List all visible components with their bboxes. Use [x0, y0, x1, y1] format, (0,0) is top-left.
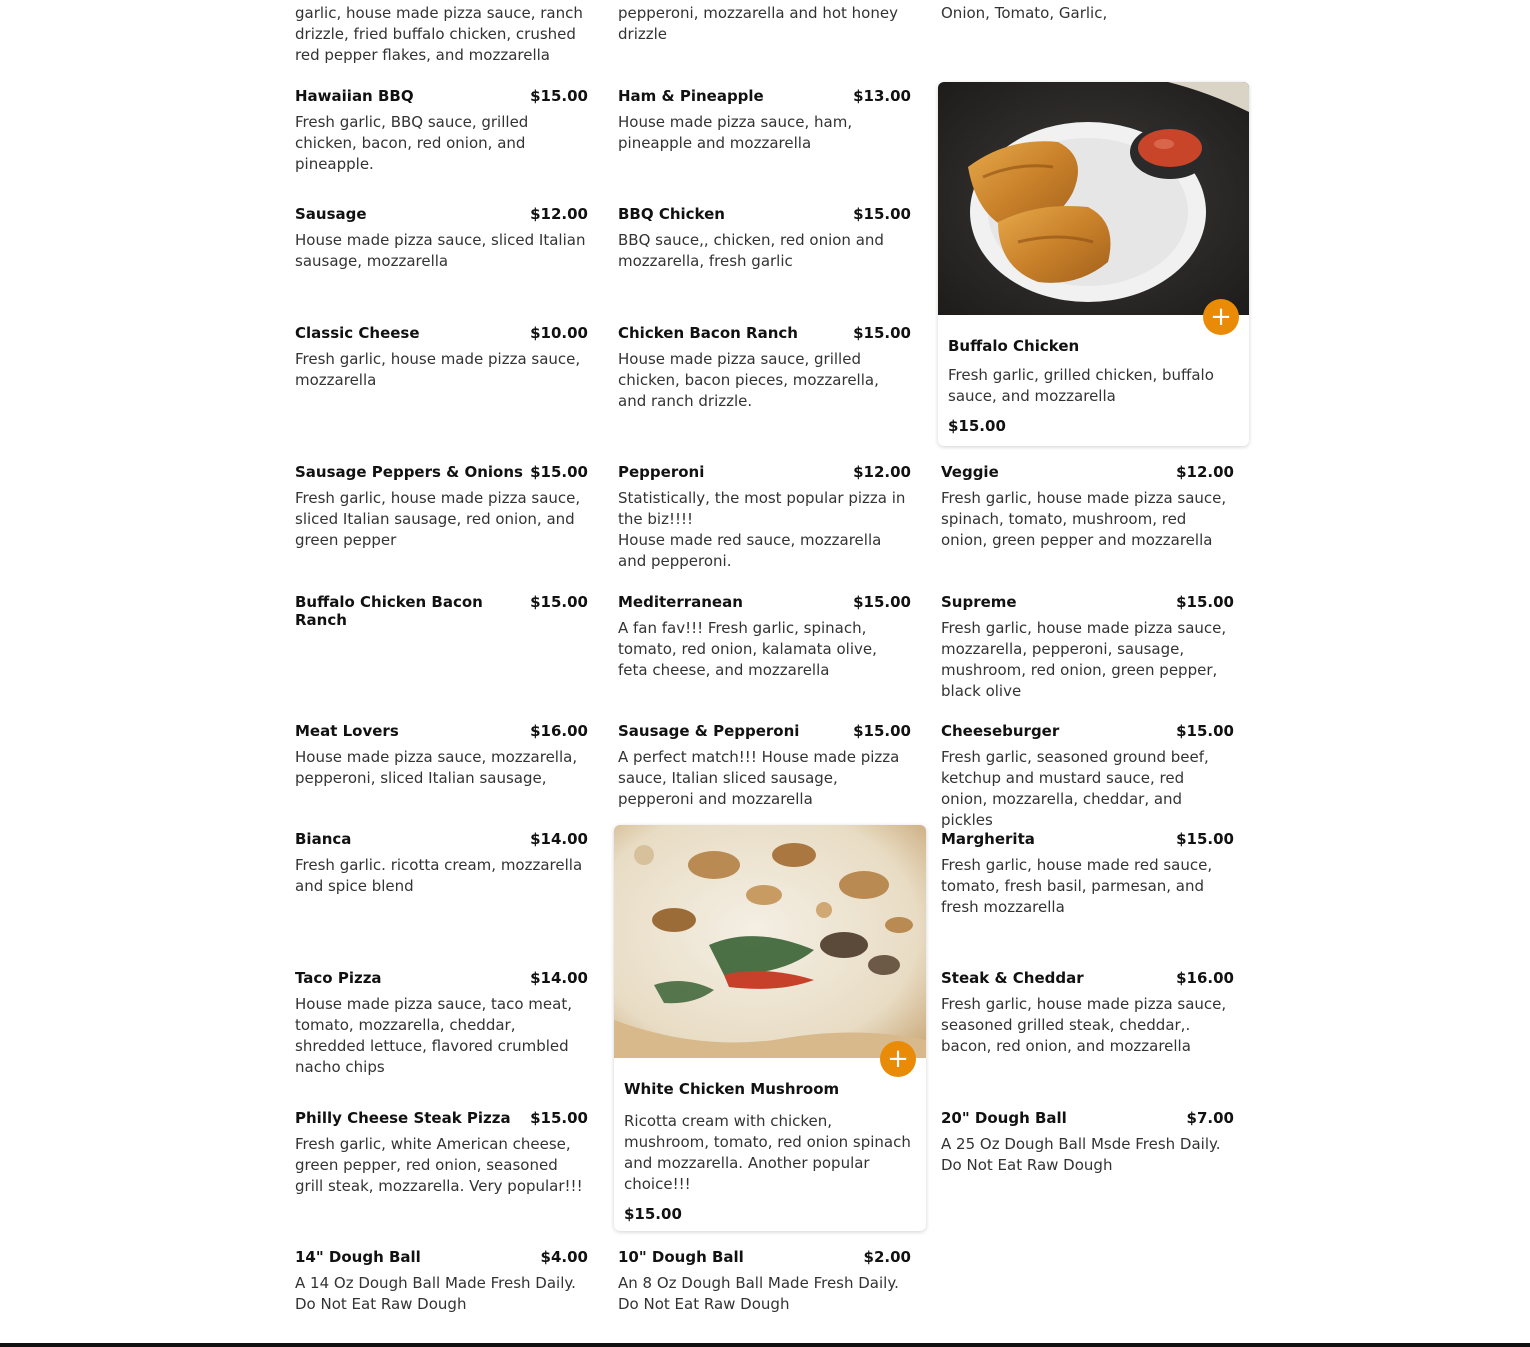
item-name: Sausage & Pepperoni [618, 722, 800, 740]
item-name: Mediterranean [618, 593, 743, 611]
item-name: Sausage Peppers & Onions [295, 463, 523, 481]
item-description: Fresh garlic, house made pizza sauce, sliced Italian sausage, red onion, and green pepper [295, 489, 581, 549]
item-description: House made pizza sauce, sliced Italian sausage, mozzarella [295, 231, 586, 270]
item-price: $15.00 [853, 722, 911, 740]
item-description: Fresh garlic, house made pizza sauce, mozzarella, pepperoni, sausage, mushroom, red onion, green pepper, black olive [941, 619, 1227, 700]
item-description: BBQ sauce,, chicken, red onion and mozzarella, fresh garlic [618, 231, 884, 270]
item-description: An 8 Oz Dough Ball Made Fresh Daily. Do Not Eat Raw Dough [618, 1274, 899, 1313]
item-price: $15.00 [1176, 722, 1234, 740]
item-description: A perfect match!!! House made pizza sauce, Italian sliced sausage, pepperoni and mozzarella [618, 748, 900, 808]
item-description: Ricotta cream with chicken, mushroom, tomato, red onion spinach and mozzarella. Another popular choice!!! [624, 1112, 911, 1193]
menu-item-sausage[interactable] [295, 205, 588, 272]
menu-item-meat-lovers[interactable] [295, 722, 588, 789]
menu-item-sausage-pepperoni[interactable] [618, 722, 911, 810]
item-name: Meat Lovers [295, 722, 399, 740]
menu-item-cheeseburger[interactable] [941, 722, 1234, 831]
item-description: Fresh garlic, house made red sauce, tomato, fresh basil, parmesan, and fresh mozzarella [941, 856, 1213, 916]
item-price: $12.00 [1176, 463, 1234, 481]
item-description: Fresh garlic, seasoned ground beef, ketchup and mustard sauce, red onion, mozzarella, cheddar, and pickles [941, 748, 1209, 829]
footer-divider [0, 1343, 1530, 1347]
menu-item-dough-ball-10[interactable] [618, 1248, 911, 1315]
item-price: $16.00 [530, 722, 588, 740]
menu-item-philly-cheese-steak[interactable] [295, 1109, 588, 1197]
menu-item-margherita[interactable] [941, 830, 1234, 918]
item-description: House made pizza sauce, grilled chicken, bacon pieces, mozzarella, and ranch drizzle. [618, 350, 879, 410]
item-description: A 14 Oz Dough Ball Made Fresh Daily. Do Not Eat Raw Dough [295, 1274, 576, 1313]
item-price: $15.00 [853, 205, 911, 223]
item-name: Hawaiian BBQ [295, 87, 414, 105]
menu-item-dough-ball-14[interactable] [295, 1248, 588, 1315]
featured-card-white-chicken-mushroom[interactable] [614, 825, 926, 1231]
item-name: Buffalo Chicken Bacon Ranch [295, 593, 483, 629]
item-price: $15.00 [530, 1109, 588, 1127]
item-name: BBQ Chicken [618, 205, 725, 223]
menu-item-veggie[interactable] [941, 463, 1234, 551]
menu-item-supreme[interactable] [941, 593, 1234, 702]
item-name: Buffalo Chicken [948, 337, 1080, 355]
item-price: $15.00 [948, 417, 1006, 435]
menu-item-classic-cheese[interactable] [295, 324, 588, 391]
item-price: $10.00 [530, 324, 588, 342]
menu-item-chicken-bacon-ranch[interactable] [618, 324, 911, 412]
item-price: $15.00 [853, 593, 911, 611]
pizza-photo [614, 825, 926, 1058]
menu-item-pepperoni[interactable] [618, 463, 911, 572]
item-price: $2.00 [863, 1248, 911, 1266]
item-price: $12.00 [530, 205, 588, 223]
calzone-image [938, 82, 1249, 315]
add-to-cart-button[interactable]: + [880, 1041, 916, 1077]
item-name: Ham & Pineapple [618, 87, 764, 105]
item-description: Onion, Tomato, Garlic, [941, 4, 1108, 22]
item-name: Steak & Cheddar [941, 969, 1084, 987]
add-to-cart-button[interactable]: + [1203, 299, 1239, 335]
item-price: $12.00 [853, 463, 911, 481]
item-price: $16.00 [1176, 969, 1234, 987]
item-description: pepperoni, mozzarella and hot honey drizzle [618, 4, 898, 43]
calzone-photo [938, 82, 1249, 315]
item-description: Fresh garlic, house made pizza sauce, seasoned grilled steak, cheddar,. bacon, red onion, and mozzarella [941, 995, 1227, 1055]
item-name: Sausage [295, 205, 367, 223]
item-name: Chicken Bacon Ranch [618, 324, 798, 342]
item-name: White Chicken Mushroom [624, 1080, 840, 1098]
featured-card-buffalo-chicken[interactable] [938, 82, 1249, 446]
item-description: Fresh garlic, house made pizza sauce, spinach, tomato, mushroom, red onion, green pepper and mozzarella [941, 489, 1227, 549]
item-name: Pepperoni [618, 463, 705, 481]
item-description: A 25 Oz Dough Ball Msde Fresh Daily. Do Not Eat Raw Dough [941, 1135, 1221, 1174]
item-name: Classic Cheese [295, 324, 420, 342]
item-name: 20" Dough Ball [941, 1109, 1067, 1127]
item-price: $7.00 [1186, 1109, 1234, 1127]
item-name: Supreme [941, 593, 1017, 611]
item-description: Fresh garlic, BBQ sauce, grilled chicken, bacon, red onion, and pineapple. [295, 113, 529, 173]
menu-item-partial-2[interactable] [618, 3, 911, 45]
item-name: Veggie [941, 463, 999, 481]
item-price: $14.00 [530, 830, 588, 848]
item-price: $15.00 [530, 87, 588, 105]
item-description: Statistically, the most popular pizza in the biz!!!! House made red sauce, mozzarella and pepperoni. [618, 489, 906, 570]
item-price: $15.00 [624, 1205, 682, 1223]
item-price: $15.00 [1176, 830, 1234, 848]
item-description: House made pizza sauce, ham, pineapple and mozzarella [618, 113, 853, 152]
menu-item-mediterranean[interactable] [618, 593, 911, 681]
pizza-image [614, 825, 926, 1058]
menu-item-bbq-chicken[interactable] [618, 205, 911, 272]
item-name: Margherita [941, 830, 1035, 848]
item-description: Fresh garlic, white American cheese, green pepper, red onion, seasoned grill steak, mozzarella. Very popular!!! [295, 1135, 583, 1195]
item-description: House made pizza sauce, taco meat, tomato, mozzarella, cheddar, shredded lettuce, flavored crumbled nacho chips [295, 995, 572, 1076]
menu-item-partial-1[interactable] [295, 3, 588, 66]
item-description: A fan fav!!! Fresh garlic, spinach, tomato, red onion, kalamata olive, feta cheese, and mozzarella [618, 619, 877, 679]
item-price: $4.00 [540, 1248, 588, 1266]
item-description: Fresh garlic, house made pizza sauce, mozzarella [295, 350, 581, 389]
item-name: 10" Dough Ball [618, 1248, 744, 1266]
item-price: $15.00 [853, 324, 911, 342]
item-description: House made pizza sauce, mozzarella, pepperoni, sliced Italian sausage, [295, 748, 578, 787]
item-name: 14" Dough Ball [295, 1248, 421, 1266]
item-description: Fresh garlic, grilled chicken, buffalo sauce, and mozzarella [948, 366, 1214, 405]
menu-item-buffalo-chicken-bacon-ranch[interactable] [295, 593, 588, 629]
menu-item-sausage-peppers-onions[interactable] [295, 463, 588, 551]
menu-item-steak-cheddar[interactable] [941, 969, 1234, 1057]
menu-item-taco-pizza[interactable] [295, 969, 588, 1078]
item-price: $14.00 [530, 969, 588, 987]
item-name: Cheeseburger [941, 722, 1060, 740]
item-price: $13.00 [853, 87, 911, 105]
menu-item-dough-ball-20[interactable] [941, 1109, 1234, 1176]
menu-item-hawaiian-bbq[interactable] [295, 87, 588, 175]
item-name: Bianca [295, 830, 352, 848]
item-price: $15.00 [530, 463, 588, 481]
item-price: $15.00 [1176, 593, 1234, 611]
item-description: Fresh garlic. ricotta cream, mozzarella and spice blend [295, 856, 583, 895]
menu-item-partial-3[interactable] [941, 3, 1234, 24]
item-name: Philly Cheese Steak Pizza [295, 1109, 511, 1127]
item-description: garlic, house made pizza sauce, ranch drizzle, fried buffalo chicken, crushed red pepper flakes, and mozzarella [295, 4, 583, 64]
item-price: $15.00 [530, 593, 588, 611]
menu-item-ham-pineapple[interactable] [618, 87, 911, 154]
menu-item-bianca[interactable] [295, 830, 588, 897]
item-name: Taco Pizza [295, 969, 382, 987]
